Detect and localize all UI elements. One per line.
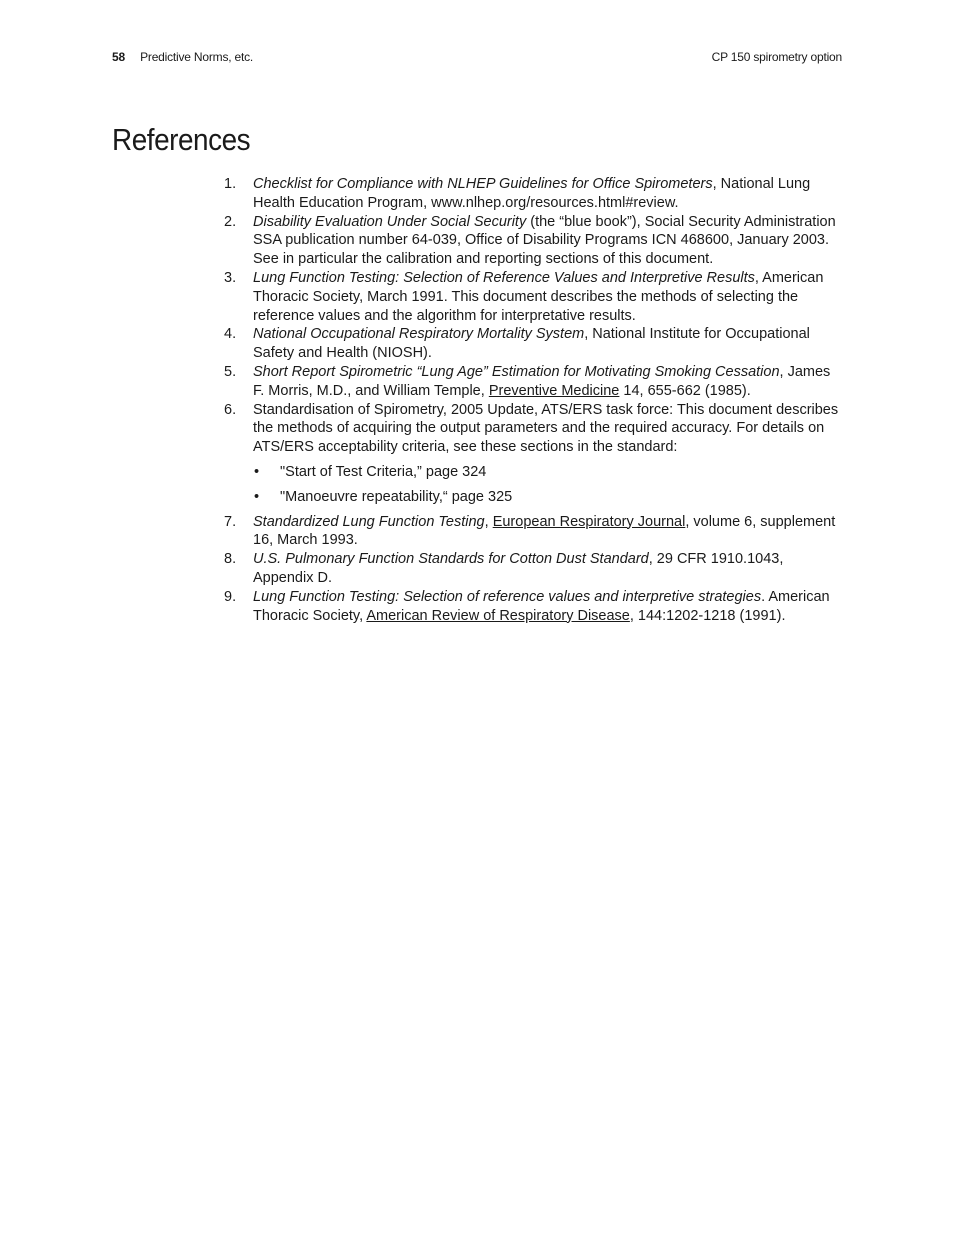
reference-text <box>253 514 835 549</box>
reference-title: Disability Evaluation Under Social Security <box>253 213 527 230</box>
bullet-icon: • <box>254 488 260 505</box>
criteria-text: "Manoeuvre repeatability,“ page 325 <box>280 488 513 505</box>
reference-item <box>224 513 844 551</box>
reference-detail: (the “blue book”), Social Security Administration SSA publication number 64-039, Office of Disability Programs ICN 468600, January 2003. See in particular the calibration and reporting sections of this document. <box>253 213 836 268</box>
reference-item <box>224 363 844 401</box>
page-title: References <box>112 122 251 157</box>
reference-item <box>224 401 844 507</box>
journal-name: American Review of Respiratory Disease <box>366 607 630 624</box>
reference-text <box>253 270 823 324</box>
reference-detail: , <box>484 513 493 530</box>
criteria-item <box>253 488 844 507</box>
reference-number: 1. <box>224 176 237 192</box>
criteria-text: "Start of Test Criteria,” page 324 <box>280 463 487 480</box>
reference-detail: 14, 655-662 (1985). <box>619 382 751 399</box>
criteria-item <box>253 463 844 482</box>
reference-detail: , 144:1202-1218 (1991). <box>629 607 786 624</box>
reference-number: 6. <box>224 401 237 418</box>
reference-number: 3. <box>224 269 237 286</box>
reference-item <box>224 269 844 325</box>
reference-detail: , volume 6, supplement 16, March 1993. <box>253 513 836 549</box>
reference-detail: , 29 CFR 1910.1043, Appendix D. <box>253 551 784 586</box>
journal-name: European Respiratory Journal <box>492 513 686 530</box>
reference-detail: . American Thoracic Society, <box>253 588 830 624</box>
reference-text <box>253 364 830 399</box>
reference-text <box>253 214 836 268</box>
product-name: CP 150 spirometry option <box>711 50 842 64</box>
reference-item <box>224 550 844 588</box>
reference-title: U.S. Pulmonary Function Standards for Cotton Dust Standard <box>253 551 649 568</box>
reference-title: Checklist for Compliance with NLHEP Guidelines for Office Spirometers <box>253 176 713 192</box>
section-name: Predictive Norms, etc. <box>140 50 254 64</box>
reference-text <box>253 176 810 211</box>
reference-item <box>224 325 844 363</box>
reference-number: 8. <box>224 551 237 568</box>
header-left <box>112 50 253 64</box>
reference-number: 5. <box>224 363 237 380</box>
reference-item <box>224 175 844 213</box>
reference-number: 2. <box>224 213 237 230</box>
reference-text <box>253 326 810 361</box>
reference-title: National Occupational Respiratory Mortality System <box>253 326 585 343</box>
bullet-icon: • <box>254 463 260 480</box>
reference-title: Lung Function Testing: Selection of reference values and interpretive strategies <box>253 588 762 605</box>
reference-number: 7. <box>224 513 237 530</box>
reference-item <box>224 213 844 269</box>
reference-title: Short Report Spirometric “Lung Age” Estimation for Motivating Smoking Cessation <box>253 363 780 380</box>
criteria-list <box>253 463 844 507</box>
page-number: 58 <box>112 50 125 64</box>
reference-text <box>253 402 838 456</box>
journal-name: Preventive Medicine <box>488 382 620 399</box>
reference-text <box>253 589 830 624</box>
page-header <box>112 50 842 66</box>
reference-number: 9. <box>224 588 237 605</box>
reference-item <box>224 588 844 626</box>
reference-detail: , National Lung Health Education Program, www.nlhep.org/resources.html#review. <box>253 176 811 211</box>
reference-number: 4. <box>224 326 237 343</box>
reference-title: Lung Function Testing: Selection of Reference Values and Interpretive Results <box>253 269 755 286</box>
reference-text <box>253 551 783 586</box>
reference-title: Standardized Lung Function Testing <box>253 513 485 530</box>
reference-detail: , James F. Morris, M.D., and William Temple, <box>253 363 831 399</box>
reference-detail: , American Thoracic Society, March 1991. This document describes the methods of selecting the reference values and the algorithm for interpretative results. <box>253 269 824 324</box>
reference-detail: , National Institute for Occupational Safety and Health (NIOSH). <box>253 326 810 362</box>
reference-detail: Standardisation of Spirometry, 2005 Update, ATS/ERS task force: This document describes the methods of acquiring the output parameters and the required accuracy. For details on ATS/ERS acceptability criteria, see these sections in the standard: <box>253 401 839 456</box>
reference-list <box>224 175 844 625</box>
